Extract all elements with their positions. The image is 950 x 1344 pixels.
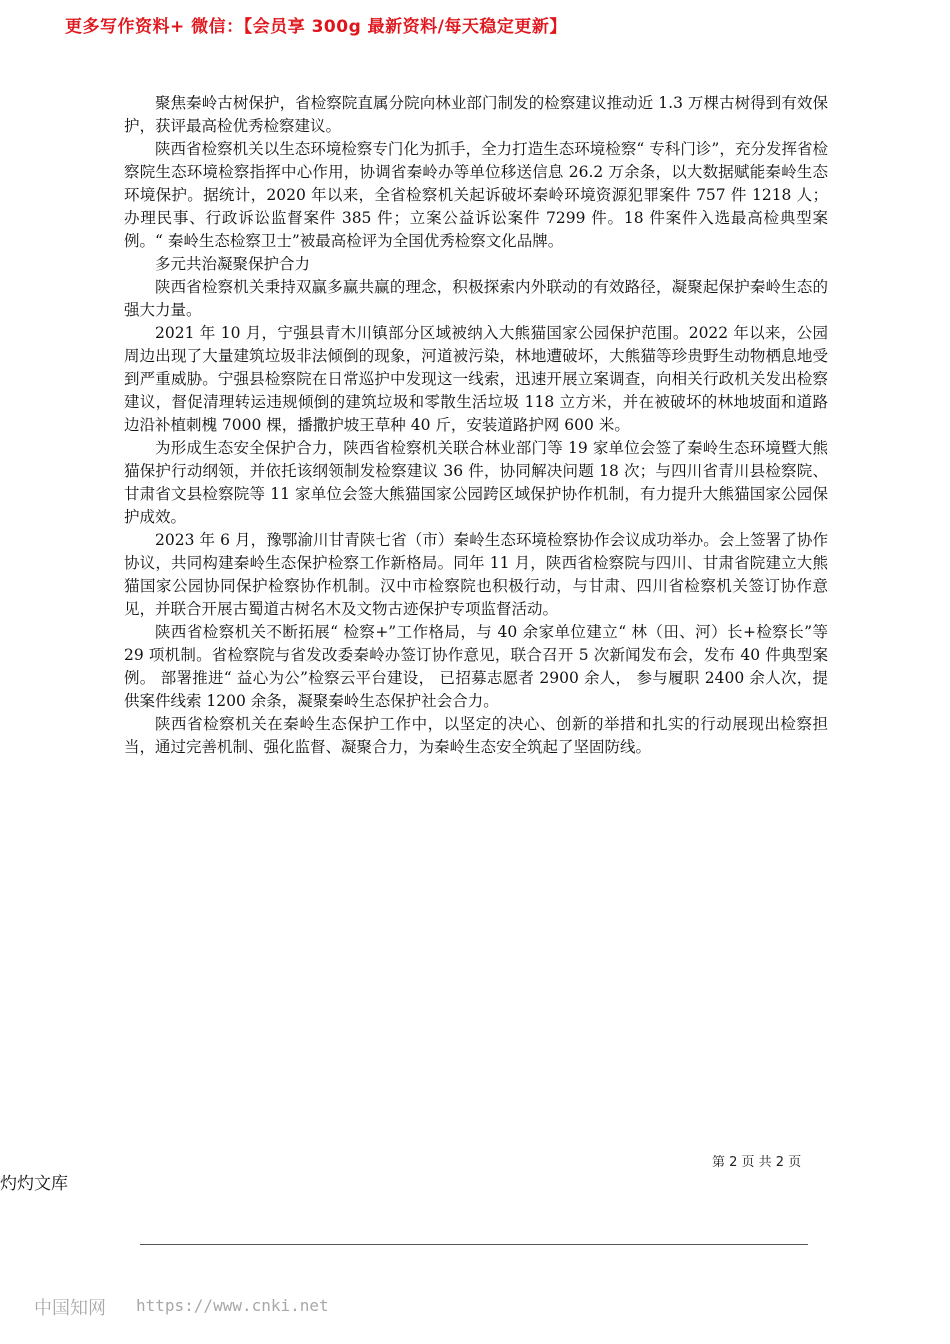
paragraph-joint-protection: 为形成生态安全保护合力，陕西省检察机关联合林业部门等 19 家单位会签了秦岭生态环境暨大熊猫保护行动纲领，并依托该纲领制发检察建议 36 件，协同解决问题 18 次；与四川省青川县检察院、甘肃省文县检察院等 11 家单位会签大熊猫国家公园跨区域保护协作机制，有力提升大熊猫国家公园保护成效。 <box>124 439 828 526</box>
source-watermark: 中国知网 <box>34 1298 106 1319</box>
paragraph-conclusion: 陕西省检察机关在秦岭生态保护工作中，以坚定的决心、创新的举措和扎实的行动展现出检察担当，通过完善机制、强化监督、凝聚合力，为秦岭生态安全筑起了坚固防线。 <box>124 715 828 756</box>
paragraph-ningqiang-case: 2021 年 10 月，宁强县青木川镇部分区域被纳入大熊猫国家公园保护范围。2022 年以来，公园周边出现了大量建筑垃圾非法倾倒的现象，河道被污染，林地遭破坏，大熊猫等珍贵野生动物栖息地受到严重威胁。宁强县检察院在日常巡护中发现这一线索，迅速开展立案调查，向相关行政机关发出检察建议，督促清理转运违规倾倒的建筑垃圾和零散生活垃圾 118 立方米，并在被破坏的林地坡面和道路边沿补植刺槐 7000 棵，播撒护坡王草种 40 斤，安装道路护网 600 米。 <box>124 324 828 434</box>
page-number: 第 2 页 共 2 页 <box>712 1155 802 1170</box>
section-heading: 多元共治凝聚保护合力 <box>155 255 311 273</box>
paragraph-seven-provinces: 2023 年 6 月，豫鄂渝川甘青陕七省（市）秦岭生态环境检察协作会议成功举办。会上签署了协作协议，共同构建秦岭生态保护检察工作新格局。同年 11 月，陕西省检察院与四川、甘肃省院建立大熊猫国家公园协同保护检察协作机制。汉中市检察院也积极行动，与甘肃、四川省检察机关签订协作意见，并联合开展古蜀道古树名木及文物古迹保护专项监督活动。 <box>124 531 828 618</box>
source-url-watermark: https://www.cnki.net <box>136 1296 329 1315</box>
article-body <box>124 92 828 759</box>
promo-banner: 更多写作资料+ 微信：【会员享 300g 最新资料/每天稳定更新】 <box>65 17 567 37</box>
footer-divider <box>140 1244 808 1245</box>
paragraph-win-win-concept: 陕西省检察机关秉持双赢多赢共赢的理念，积极探索内外联动的有效路径，凝聚起保护秦岭生态的强大力量。 <box>124 278 828 319</box>
paragraph-procuratorate-plus: 陕西省检察机关不断拓展“ 检察+”工作格局，与 40 余家单位建立“ 林（田、河）长+检察长”等 29 项机制。省检察院与省发改委秦岭办签订协作意见，联合召开 5 次新闻发布会，发布 40 件典型案例。 部署推进“ 益心为公”检察云平台建设， 已招募志愿者 2900 余人， 参与履职 2400 余人次，提供案件线索 1200 余条，凝聚秦岭生态保护社会合力。 <box>124 623 828 710</box>
library-name: 灼灼文库 <box>0 1174 68 1194</box>
paragraph-ancient-trees: 聚焦秦岭古树保护，省检察院直属分院向林业部门制发的检察建议推动近 1.3 万棵古树得到有效保护，获评最高检优秀检察建议。 <box>124 94 828 135</box>
paragraph-specialized-procuratorate: 陕西省检察机关以生态环境检察专门化为抓手，全力打造生态环境检察“ 专科门诊”，充分发挥省检察院生态环境检察指挥中心作用，协调省秦岭办等单位移送信息 26.2 万余条，以大数据赋能秦岭生态环境保护。据统计，2020 年以来，全省检察机关起诉破坏秦岭环境资源犯罪案件 757 件 1218 人；办理民事、行政诉讼监督案件 385 件；立案公益诉讼案件 7299 件。18 件案件入选最高检典型案例。“ 秦岭生态检察卫士”被最高检评为全国优秀检察文化品牌。 <box>124 140 828 250</box>
